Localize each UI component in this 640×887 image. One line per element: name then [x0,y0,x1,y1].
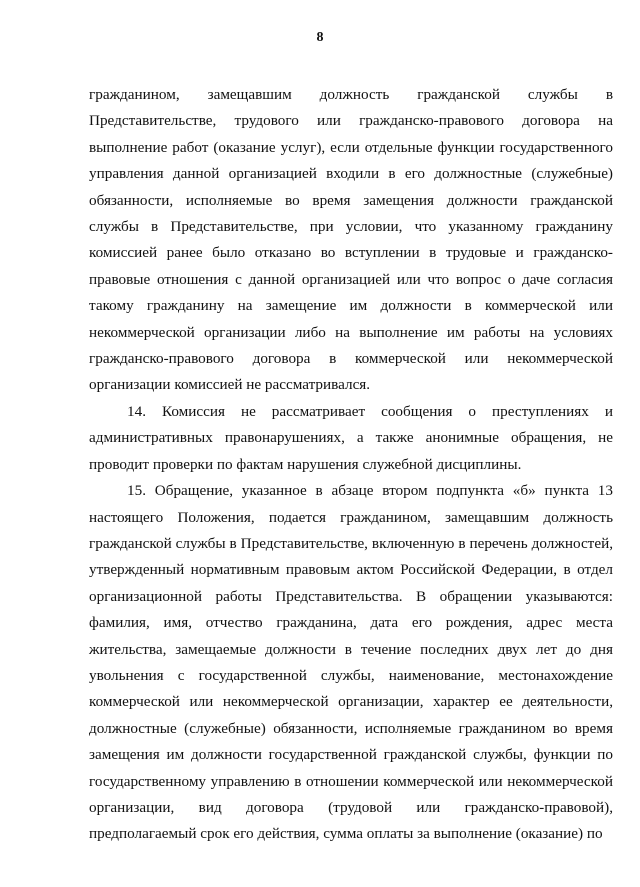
page-number: 8 [316,30,324,45]
document-body [89,82,613,848]
paragraph-item-14: 14. Комиссия не рассматривает сообщения о преступлениях и административных правонарушениях, а также анонимные обращения, не проводит проверки по фактам нарушения служебной дисциплины. [89,402,613,473]
paragraph-item-15: 15. Обращение, указанное в абзаце втором подпункта «б» пункта 13 настоящего Положения, подается гражданином, замещавшим должность гражданской службы в Представительстве, включенную в перечень должностей, утвержденный нормативным правовым актом Российской Федерации, в отдел организационной работы Представительства. В обращении указываются: фамилия, имя, отчество гражданина, дата его рождения, адрес места жительства, замещаемые должности в течение последних двух лет до дня увольнения с государственной службы, наименование, местонахождение коммерческой или некоммерческой организации, характер ее деятельности, должностные (служебные) обязанности, исполняемые гражданином во время замещения им должности государственной гражданской службы, функции по государственному управлению в отношении коммерческой или некоммерческой организации, вид договора (трудовой или гражданско-правовой), предполагаемый срок его действия, сумма оплаты за выполнение (оказание) по [89,482,613,843]
paragraph-continuation: гражданином, замещавшим должность гражданской службы в Представительстве, трудового или гражданско-правового договора на выполнение работ (оказание услуг), если отдельные функции государственного управления данной организацией входили в его должностные (служебные) обязанности, исполняемые во время замещения должности гражданской службы в Представительстве, при условии, что указанному гражданину комиссией ранее было отказано во вступлении в трудовые и гражданско-правовые отношения с данной организацией или что вопрос о даче согласия такому гражданину на замещение им должности в коммерческой или некоммерческой организации либо на выполнение им работы на условиях гражданско-правового договора в коммерческой или некоммерческой организации комиссией не рассматривался. [89,86,613,394]
